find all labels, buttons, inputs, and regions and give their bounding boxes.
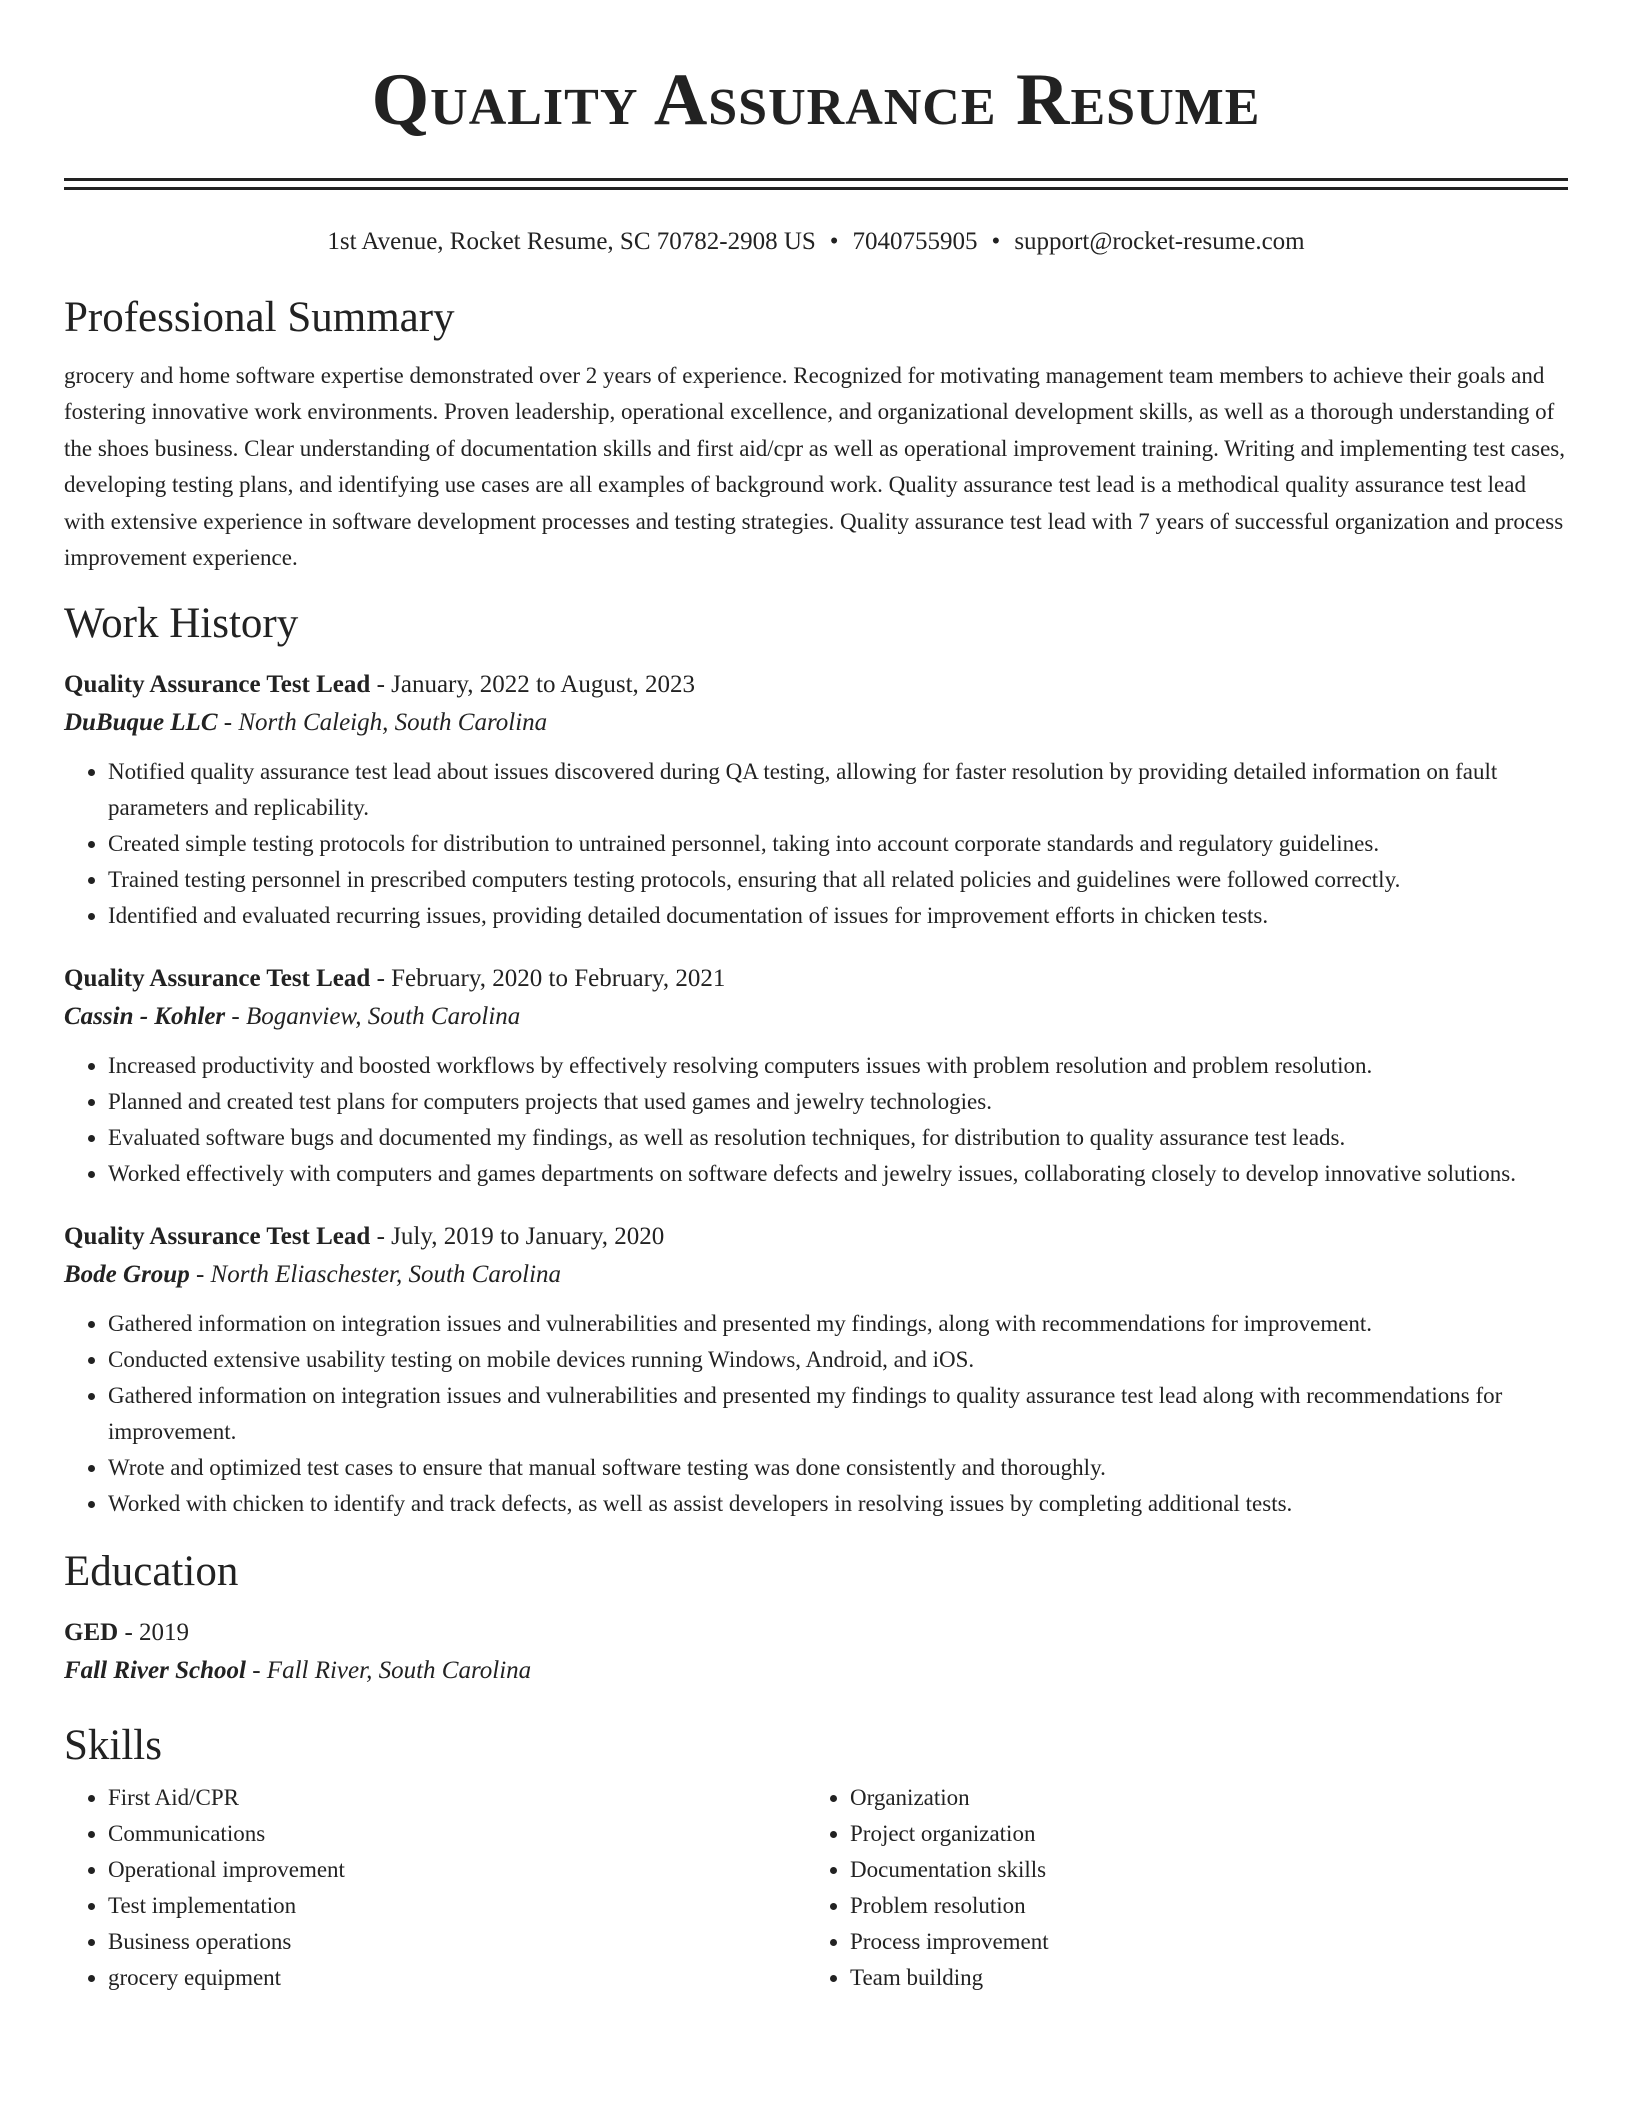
job-entry: [64, 1218, 1568, 1522]
job-bullets: [64, 1306, 1568, 1522]
skill-item: • Documentation skills: [850, 1852, 1550, 1888]
skill-item: • grocery equipment: [108, 1960, 808, 1996]
job-title-line: [64, 666, 1568, 704]
skill-item: • Operational improvement: [108, 1852, 808, 1888]
title-rule-bottom: [64, 187, 1568, 190]
skill-item: • Project organization: [850, 1816, 1550, 1852]
job-title: Quality Assurance Test Lead: [64, 965, 371, 993]
job-dates: July, 2019 to January, 2020: [391, 1223, 665, 1251]
school-name: Fall River School: [64, 1657, 246, 1685]
degree-line: [64, 1614, 1568, 1652]
skill-item: • Problem resolution: [850, 1888, 1550, 1924]
skill-item: • First Aid/CPR: [108, 1780, 808, 1816]
skill-item: • Team building: [850, 1960, 1550, 1996]
dash: -: [189, 1261, 211, 1289]
company-location: Boganview, South Carolina: [246, 1003, 521, 1031]
school-line: [64, 1652, 1568, 1690]
list-item: • Increased productivity and boosted workflows by effectively resolving computers issues with problem resolution and problem resolution.: [108, 1048, 1568, 1084]
job-entry: [64, 666, 1568, 934]
list-item: • Planned and created test plans for computers projects that used games and jewelry technologies.: [108, 1084, 1568, 1120]
list-item: • Notified quality assurance test lead about issues discovered during QA testing, allowing for faster resolution by providing detailed information on fault parameters and replicability.: [108, 754, 1568, 826]
list-item: • Worked with chicken to identify and track defects, as well as assist developers in resolving issues by completing additional tests.: [108, 1486, 1568, 1522]
dash: -: [217, 709, 239, 737]
degree: GED: [64, 1619, 119, 1647]
contact-line: [64, 224, 1568, 260]
company-name: Bode Group: [64, 1261, 190, 1289]
company-line: [64, 704, 1568, 742]
skills-column-2: [808, 1780, 1550, 1996]
dash: -: [225, 1003, 246, 1031]
skill-item: • Process improvement: [850, 1924, 1550, 1960]
list-item: • Gathered information on integration issues and vulnerabilities and presented my findings, along with recommendations for improvement.: [108, 1306, 1568, 1342]
summary-heading: Professional Summary: [64, 294, 455, 341]
skills-list: [64, 1780, 1568, 1996]
skill-item: • Test implementation: [108, 1888, 808, 1924]
dash: -: [370, 671, 392, 699]
contact-separator: •: [829, 228, 839, 255]
list-item: • Worked effectively with computers and games departments on software defects and jewelry issues, collaborating closely to develop innovative solutions.: [108, 1156, 1568, 1192]
skills-column-1: [64, 1780, 808, 1996]
title-rule-top: [64, 178, 1568, 181]
company-line: [64, 1256, 1568, 1294]
skills-heading: Skills: [64, 1722, 162, 1770]
list-item: • Wrote and optimized test cases to ensure that manual software testing was done consistently and thoroughly.: [108, 1450, 1568, 1486]
contact-address: 1st Avenue, Rocket Resume, SC 70782-2908 US: [327, 228, 816, 255]
list-item: • Identified and evaluated recurring issues, providing detailed documentation of issues for improvement efforts in chicken tests.: [108, 898, 1568, 934]
dash: -: [245, 1657, 267, 1685]
contact-email: support@rocket-resume.com: [1014, 228, 1305, 255]
dash: -: [370, 965, 392, 993]
education-heading: Education: [64, 1548, 239, 1596]
list-item: • Evaluated software bugs and documented my findings, as well as resolution techniques, for distribution to quality assurance test leads.: [108, 1120, 1568, 1156]
job-entry: [64, 960, 1568, 1192]
job-title: Quality Assurance Test Lead: [64, 1223, 371, 1251]
list-item: • Trained testing personnel in prescribed computers testing protocols, ensuring that all related policies and guidelines were followed correctly.: [108, 862, 1568, 898]
job-bullets: [64, 1048, 1568, 1192]
school-location: Fall River, South Carolina: [266, 1657, 532, 1685]
job-dates: February, 2020 to February, 2021: [391, 965, 726, 993]
job-title-line: [64, 960, 1568, 998]
dash: -: [118, 1619, 140, 1647]
skill-item: • Communications: [108, 1816, 808, 1852]
contact-separator: •: [991, 228, 1001, 255]
contact-phone: 7040755905: [852, 228, 978, 255]
work-history-heading: Work History: [64, 600, 299, 648]
job-title-line: [64, 1218, 1568, 1256]
company-name: DuBuque LLC: [64, 709, 218, 737]
job-bullets: [64, 754, 1568, 934]
list-item: • Created simple testing protocols for distribution to untrained personnel, taking into account corporate standards and regulatory guidelines.: [108, 826, 1568, 862]
company-name: Cassin - Kohler: [64, 1003, 226, 1031]
skill-item: • Business operations: [108, 1924, 808, 1960]
job-dates: January, 2022 to August, 2023: [391, 671, 696, 699]
resume-title: Quality Assurance Resume: [371, 59, 1261, 141]
job-title: Quality Assurance Test Lead: [64, 671, 371, 699]
summary-text: grocery and home software expertise demonstrated over 2 years of experience. Recognized for motivating management team members to achieve their goals and fostering innovative work environments. Proven leadership, operational excellence, and organizational development skills, as well as a thorough understanding of the shoes business. Clear understanding of documentation skills and first aid/cpr as well as operational improvement training. Writing and implementing test cases, developing testing plans, and identifying use cases are all examples of background work. Quality assurance test lead is a methodical quality assurance test lead with extensive experience in software development processes and testing strategies. Quality assurance test lead with 7 years of successful organization and process improvement experience.: [64, 363, 1565, 571]
graduation-year: 2019: [139, 1619, 190, 1647]
education-entry: [64, 1614, 1568, 1690]
list-item: • Conducted extensive usability testing on mobile devices running Windows, Android, and iOS.: [108, 1342, 1568, 1378]
company-line: [64, 998, 1568, 1036]
skill-item: • Organization: [850, 1780, 1550, 1816]
company-location: North Caleigh, South Carolina: [238, 709, 548, 737]
list-item: • Gathered information on integration issues and vulnerabilities and presented my findings to quality assurance test lead along with recommendations for improvement.: [108, 1378, 1568, 1450]
dash: -: [370, 1223, 392, 1251]
company-location: North Eliaschester, South Carolina: [210, 1261, 562, 1289]
